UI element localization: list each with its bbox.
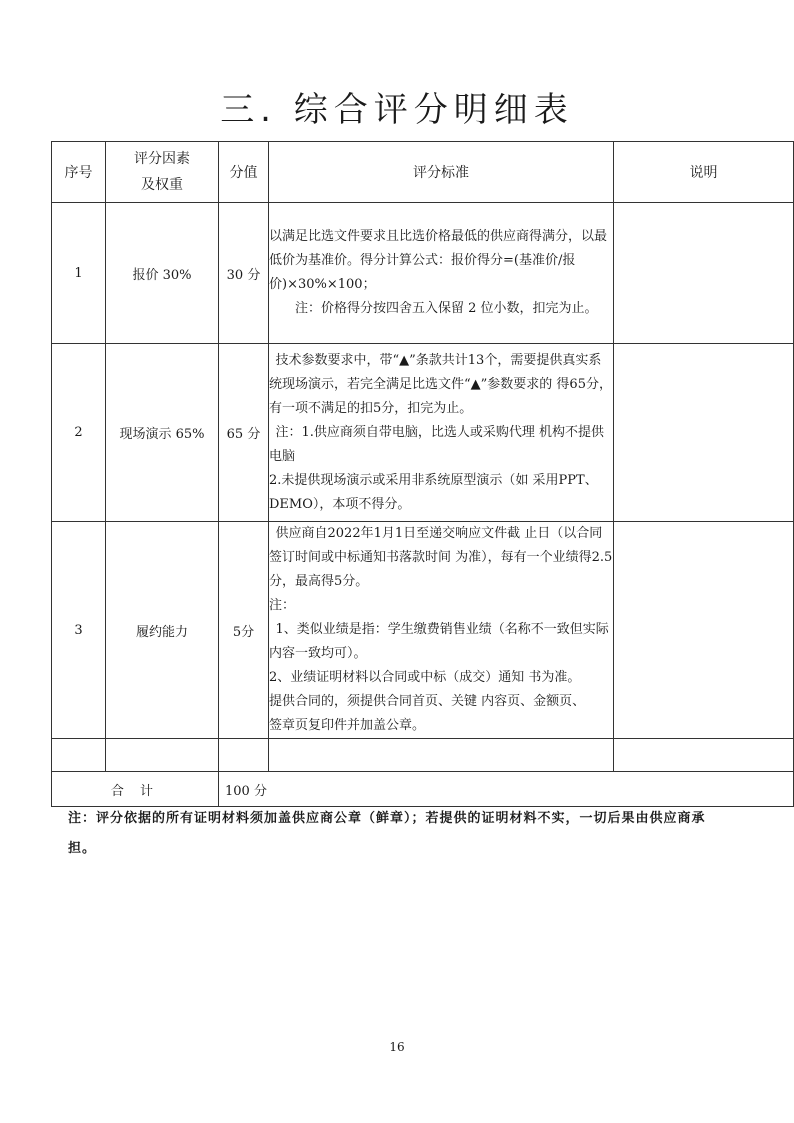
row-criteria [269,522,614,739]
header-criteria: 评分标准 [269,142,614,203]
criteria-line: 1、类似业绩是指：学生缴费销售业绩（名称不一致但实际内容一致均可）。 [269,622,609,661]
criteria-line: 供应商自2022年1月1日至递交响应文件截 止日（以合同签订时间或中标通知书落款时间 为准），每有一个业绩得2.5分，最高得5分。 [269,526,613,589]
row-score: 30 分 [219,203,269,344]
row-factor: 报价 30% [106,203,219,344]
criteria-line: 提供合同的，须提供合同首页、关键 内容页、金额页、 [269,694,586,709]
row-seq: 1 [52,203,106,344]
criteria-line: 注：1.供应商须自带电脑，比选人或采购代理 机构不提供电脑 [269,424,605,464]
table-row [52,344,794,522]
row-criteria [269,203,614,344]
total-score: 100 分 [219,772,794,807]
total-label: 合 计 [52,772,219,807]
criteria-line: 签章页复印件并加盖公章。 [269,718,426,733]
header-seq: 序号 [52,142,106,203]
row-criteria [269,344,614,522]
total-row [52,772,794,807]
row-seq: 3 [52,522,106,739]
table-row [52,522,794,739]
empty-cell [614,739,794,772]
page-title: 三. 综合评分明细表 [220,90,574,130]
row-note [614,203,794,344]
empty-row [52,739,794,772]
empty-cell [219,739,269,772]
empty-cell [52,739,106,772]
row-score: 5分 [219,522,269,739]
header-factor-line1: 评分因素 [134,151,190,167]
criteria-line: 技术参数要求中，带“▲”条款共计13个，需要提供真实系统现场演示，若完全满足比选文件“▲”参数要求的 得65分，有一项不满足的扣5分，扣完为止。 [269,352,612,416]
table-header-row [52,142,794,203]
criteria-line: 2.未提供现场演示或采用非系统原型演示（如 采用PPT、DEMO），本项不得分。 [269,472,598,512]
header-factor-line2: 及权重 [141,177,183,193]
header-score: 分值 [219,142,269,203]
criteria-line: 注： [269,598,296,613]
row-score: 65 分 [219,344,269,522]
criteria-line: 2、业绩证明材料以合同或中标（成交）通知 书为准。 [269,670,581,685]
page-number: 16 [389,1040,405,1054]
criteria-line: 以满足比选文件要求且比选价格最低的供应商得满分，以最低价为基准价。得分计算公式：报价得分=(基准价/报价)×30%×100； [269,229,608,292]
criteria-line: 注：价格得分按四舍五入保留 2 位小数，扣完为止。 [295,301,598,316]
scoring-table [51,141,794,807]
header-factor [106,142,219,203]
row-factor: 履约能力 [106,522,219,739]
table-row [52,203,794,344]
row-factor: 现场演示 65% [106,344,219,522]
row-note [614,522,794,739]
empty-cell [106,739,219,772]
row-seq: 2 [52,344,106,522]
header-note: 说明 [614,142,794,203]
empty-cell [269,739,614,772]
footnote: 注：评分依据的所有证明材料须加盖供应商公章（鲜章）；若提供的证明材料不实，一切后果由供应商承担。 [68,811,706,856]
row-note [614,344,794,522]
